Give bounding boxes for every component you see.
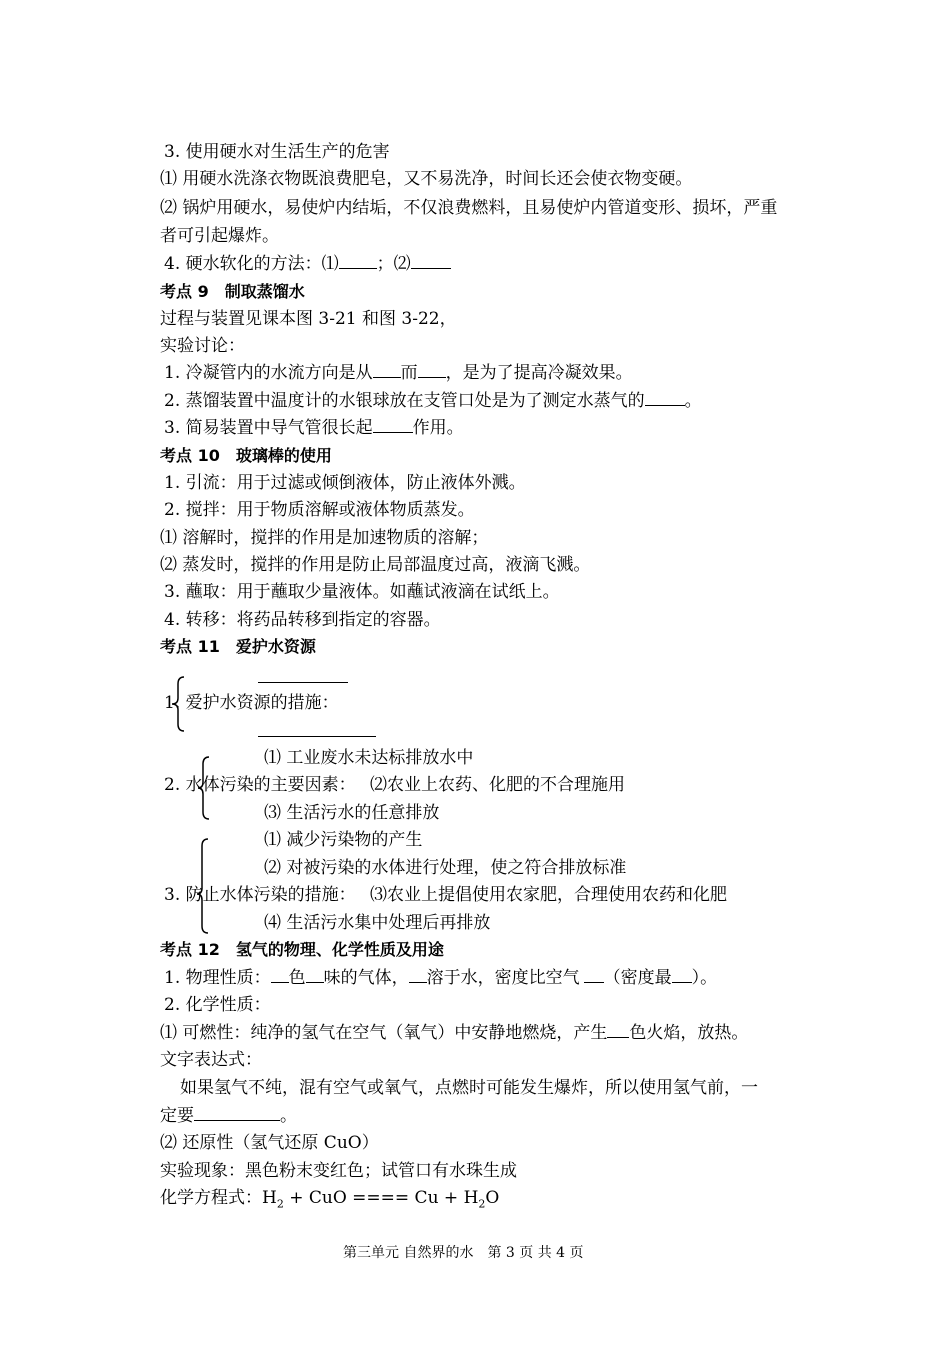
blank-water-from[interactable]	[373, 361, 401, 378]
blank-density-min[interactable]	[672, 966, 692, 983]
heading-topic-12: 考点 12 氢气的物理、化学性质及用途	[160, 940, 444, 959]
blank-tube-role[interactable]	[373, 416, 413, 433]
blank-color[interactable]	[271, 966, 289, 983]
blank-measure-1[interactable]	[258, 682, 348, 683]
text: 1. 冷凝管内的水流方向是从	[164, 363, 373, 383]
blank-before-use[interactable]	[194, 1104, 280, 1121]
distill-process: 过程与装置见课本图 3-21 和图 3-22，	[160, 309, 457, 329]
blank-measure-2[interactable]	[258, 736, 376, 737]
blank-softening-1[interactable]	[339, 252, 377, 269]
harm-1: ⑴ 用硬水洗涤衣物既浪费肥皂，又不易洗净，时间长还会使衣物变硬。	[160, 169, 693, 189]
text: 而	[400, 363, 418, 383]
experiment-discussion: 实验讨论：	[160, 336, 245, 356]
subscript: 2	[276, 1197, 284, 1211]
text: （密度最	[603, 968, 672, 988]
cause-2: ⑵农业上农药、化肥的不合理施用	[370, 775, 625, 795]
rod-use-4: 4. 转移：将药品转移到指定的容器。	[164, 610, 441, 630]
text: 味的气体，	[323, 968, 409, 988]
physical-properties	[164, 966, 717, 990]
safety-note-cont	[160, 1104, 297, 1128]
softening-prefix: 4. 硬水软化的方法：⑴	[164, 254, 339, 274]
harm-2-cont: 者可引起爆炸。	[160, 226, 279, 246]
prevention-3: ⑶农业上提倡使用农家肥，合理使用农药和化肥	[370, 885, 727, 905]
text: 色火焰，放热。	[629, 1023, 749, 1043]
word-equation-label: 文字表达式：	[160, 1050, 262, 1070]
measures-label: 1. 爱护水资源的措施：	[164, 693, 339, 713]
discussion-1	[164, 361, 633, 385]
text: + CuO ==== Cu + H	[283, 1188, 479, 1208]
prevention-label: 3. 防止水体污染的措施：	[164, 885, 356, 905]
chemical-equation	[160, 1186, 499, 1216]
item-4-softening	[164, 252, 451, 276]
rod-use-1: 1. 引流：用于过滤或倾倒液体，防止液体外溅。	[164, 473, 526, 493]
safety-note: 如果氢气不纯，混有空气或氧气，点燃时可能发生爆炸，所以使用氢气前，一	[180, 1078, 758, 1098]
discussion-2	[164, 389, 702, 413]
experiment-phenomenon: 实验现象：黑色粉末变红色；试管口有水珠生成	[160, 1161, 517, 1181]
combustibility	[160, 1021, 748, 1045]
text: 2. 蒸馏装置中温度计的水银球放在支管口处是为了测定水蒸气的	[164, 391, 645, 411]
subscript: 2	[478, 1197, 486, 1211]
rod-use-3: 3. 蘸取：用于蘸取少量液体。如蘸试液滴在试纸上。	[164, 582, 560, 602]
reducibility: ⑵ 还原性（氢气还原 CuO）	[160, 1133, 379, 1153]
rod-use-2: 2. 搅拌：用于物质溶解或液体物质蒸发。	[164, 500, 475, 520]
chemical-properties: 2. 化学性质：	[164, 995, 271, 1015]
text: 。	[684, 391, 702, 411]
softening-mid: ；⑵	[376, 254, 411, 274]
blank-density[interactable]	[584, 966, 604, 983]
heading-topic-10: 考点 10 玻璃棒的使用	[160, 446, 332, 465]
page-footer: 第三单元 自然界的水 第 3 页 共 4 页	[343, 1245, 584, 1261]
text: 1. 物理性质：	[164, 968, 271, 988]
text: 。	[280, 1106, 297, 1126]
cause-1: ⑴ 工业废水未达标排放水中	[264, 748, 474, 768]
blank-odor[interactable]	[306, 966, 324, 983]
item-3-hard-water-harm: 3. 使用硬水对生活生产的危害	[164, 142, 390, 162]
prevention-2: ⑵ 对被污染的水体进行处理，使之符合排放标准	[264, 858, 627, 878]
rod-use-2-2: ⑵ 蒸发时，搅拌的作用是防止局部温度过高，液滴飞溅。	[160, 555, 591, 575]
text: ）。	[691, 968, 718, 988]
text: 溶于水，密度比空气	[426, 968, 580, 988]
prevention-1: ⑴ 减少污染物的产生	[264, 830, 423, 850]
harm-2: ⑵ 锅炉用硬水，易使炉内结垢，不仅浪费燃料，且易使炉内管道变形、损坏，严重	[160, 198, 778, 218]
text: 化学方程式：H	[160, 1188, 277, 1208]
text: 色	[288, 968, 306, 988]
rod-use-2-1: ⑴ 溶解时，搅拌的作用是加速物质的溶解；	[160, 528, 489, 548]
blank-vapor-temp[interactable]	[645, 389, 685, 406]
text: 定要	[160, 1106, 194, 1126]
blank-flame-color[interactable]	[607, 1021, 629, 1038]
text: ，是为了提高冷凝效果。	[445, 363, 633, 383]
pollution-causes-label: 2. 水体污染的主要因素：	[164, 775, 356, 795]
text: O	[485, 1188, 500, 1208]
heading-topic-9: 考点 9 制取蒸馏水	[160, 282, 305, 301]
blank-solubility[interactable]	[409, 966, 427, 983]
text: ⑴ 可燃性：纯净的氢气在空气（氧气）中安静地燃烧，产生	[160, 1023, 608, 1043]
prevention-4: ⑷ 生活污水集中处理后再排放	[264, 913, 491, 933]
blank-water-to[interactable]	[418, 361, 446, 378]
text: 3. 简易装置中导气管很长起	[164, 418, 373, 438]
text: 作用。	[412, 418, 464, 438]
cause-3: ⑶ 生活污水的任意排放	[264, 803, 440, 823]
discussion-3	[164, 416, 464, 440]
heading-topic-11: 考点 11 爱护水资源	[160, 637, 316, 656]
blank-softening-2[interactable]	[411, 252, 451, 269]
